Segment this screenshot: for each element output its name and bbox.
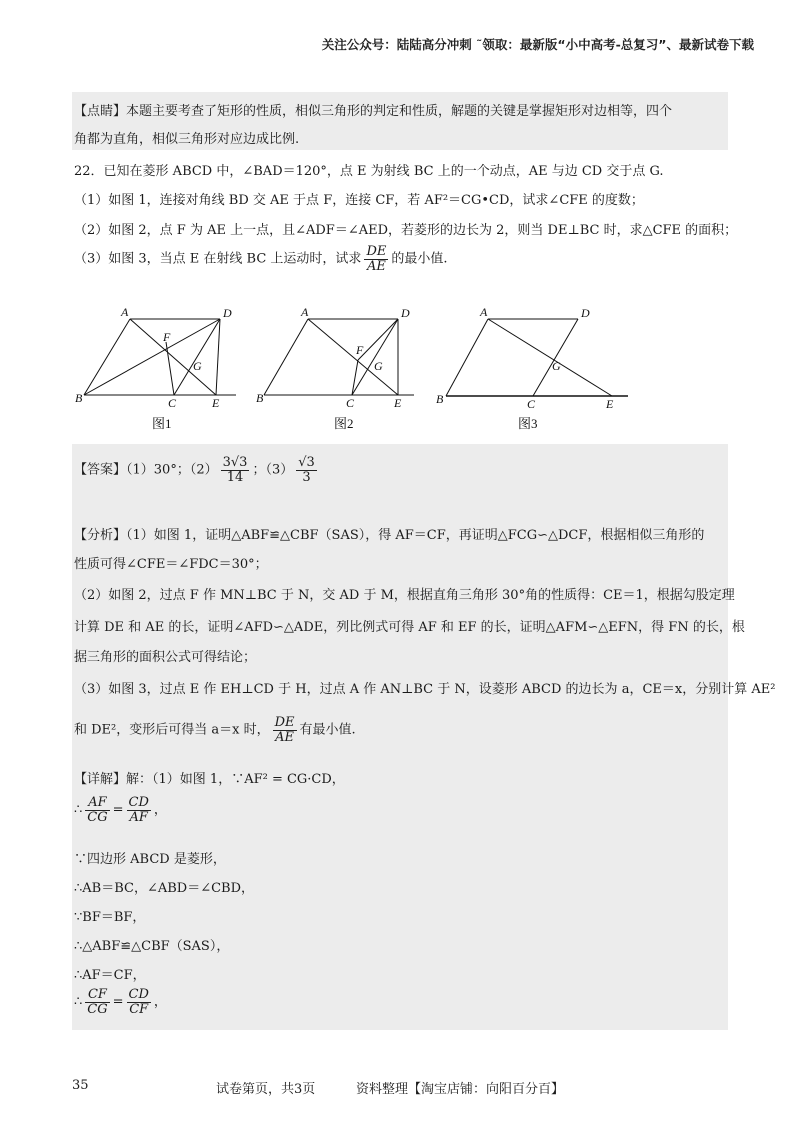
fraction-numerator: CF <box>85 988 109 1003</box>
fraction-numerator: DE <box>274 715 295 730</box>
fig3-label-a: A <box>480 305 488 319</box>
analysis-line-6: （3）如图 3，过点 E 作 EH⊥CD 于 H，过点 A 作 AN⊥BC 于 N，设菱形 ABCD 的边长为 a，CE＝x，分别计算 AE² <box>74 682 776 697</box>
detail-comma: ， <box>153 802 167 818</box>
analysis-line-4: 计算 DE 和 AE 的长，证明∠AFD∽△ADE，列比例式可得 AF 和 EF 的长，证明△AFM∽△EFN，得 FN 的长，根 <box>74 620 745 635</box>
fig2-label-b: B <box>256 391 264 405</box>
page-header: 关注公众号：陆陆高分冲刺 ˜领取：最新版“小中高考-总复习”、最新试卷下载 <box>321 37 754 52</box>
fraction-numerator: AF <box>85 796 109 811</box>
fig2-label-e: E <box>394 396 402 410</box>
fig2-label-f: F <box>356 343 364 357</box>
answer-label: 【答案】 <box>74 462 127 478</box>
detail-fraction-right-2 <box>127 988 151 1016</box>
answer-part-2: ；（3） <box>252 462 294 478</box>
detail-line-8: ∴ $\frac{CF}{CG}$ = $\frac{CD}{CF}$ ， <box>74 987 167 1017</box>
analysis-line-2: 性质可得∠CFE＝∠FDC＝30°； <box>74 557 268 572</box>
detail-therefore: ∴ <box>74 802 83 818</box>
page-info: 试卷第页，共3页 <box>216 1082 316 1097</box>
analysis-line-5: 据三角形的面积公式可得结论； <box>74 650 257 665</box>
fraction-denominator: 3 <box>302 469 311 485</box>
fraction-numerator: CD <box>128 795 149 810</box>
answer-line <box>74 456 320 484</box>
fraction-denominator: CG <box>87 809 108 825</box>
analysis-text-7-post: 有最小值. <box>299 722 356 738</box>
dianjing-text-1: 本题主要考查了矩形的性质，相似三角形的判定和性质，解题的关键是掌握矩形对边相等，四个 <box>126 104 673 119</box>
problem-q3-post: 的最小值. <box>391 251 448 267</box>
fig1-label-d: D <box>223 306 232 320</box>
detail-fraction-left <box>85 796 109 824</box>
fraction-denominator: AE <box>366 258 386 274</box>
fraction-denominator: 14 <box>226 469 244 485</box>
figure-2 <box>264 319 414 395</box>
analysis-text-1: （1）如图 1，证明△ABF≌△CBF（SAS），得 AF＝CF，再证明△FCG∽△DCF，根据相似三角形的 <box>126 528 705 543</box>
fraction-denominator: CG <box>87 1001 108 1017</box>
fraction-denominator: CF <box>129 1001 149 1017</box>
fig1-label-c: C <box>168 396 177 410</box>
fig1-label-e: E <box>212 396 220 410</box>
detail-text-1: 解：（1）如图 1，∵AF² = CG·CD， <box>126 772 345 787</box>
detail-line-2: ∴ $\frac{AF}{CG}$ = $\frac{CD}{AF}$ ， <box>74 795 167 825</box>
page-number: 35 <box>72 1078 89 1093</box>
figures-area <box>0 300 800 440</box>
detail-fraction-right <box>127 796 151 824</box>
fraction-numerator: CD <box>128 987 149 1002</box>
fraction-numerator: DE <box>366 244 387 259</box>
detail-line-5: ∵BF＝BF， <box>74 910 146 925</box>
analysis-fraction <box>273 716 297 744</box>
fraction-numerator: 3√3 <box>222 455 248 470</box>
detail-line-4: ∴AB＝BC，∠ABD＝∠CBD， <box>74 881 255 896</box>
detail-fraction-left-2 <box>85 988 109 1016</box>
fig2-label-g: G <box>374 359 383 373</box>
fig3-caption: 图3 <box>518 416 538 431</box>
analysis-label: 【分析】 <box>74 528 127 543</box>
fig2-label-d: D <box>401 306 410 320</box>
analysis-line-1 <box>74 524 704 543</box>
detail-line-6: ∴△ABF≌△CBF（SAS）， <box>74 939 230 954</box>
problem-q3 <box>74 245 448 273</box>
fraction-denominator: AE <box>275 729 295 745</box>
answer-fraction-2 <box>296 456 317 484</box>
analysis-line-3: （2）如图 2，过点 F 作 MN⊥BC 于 N，交 AD 于 M，根据直角三角形 30°角的性质得：CE＝1，根据勾股定理 <box>74 588 735 603</box>
fig2-label-a: A <box>301 305 309 319</box>
fraction-denominator: AF <box>129 809 148 825</box>
problem-q3-pre: （3）如图 3，当点 E 在射线 BC 上运动时，试求 <box>74 251 362 267</box>
detail-line-3: ∵四边形 ABCD 是菱形， <box>74 852 226 867</box>
dianjing-line-1 <box>74 100 672 119</box>
fig2-label-c: C <box>346 396 355 410</box>
fig3-label-e: E <box>606 397 614 411</box>
fig2-caption: 图2 <box>334 416 354 431</box>
fig1-label-b: B <box>75 391 83 405</box>
fig1-caption: 图1 <box>152 416 172 431</box>
figure-1 <box>84 319 236 395</box>
dianjing-line-2: 角都为直角，相似三角形对应边成比例. <box>74 132 300 147</box>
detail-line-1 <box>74 768 345 787</box>
analysis-line-7 <box>74 716 356 744</box>
detail-comma-2: ， <box>153 994 167 1010</box>
answer-fraction-1 <box>221 456 250 484</box>
detail-therefore-2: ∴ <box>74 994 83 1010</box>
fig3-label-g: G <box>552 359 561 373</box>
fig3-label-c: C <box>527 397 536 411</box>
problem-q3-fraction <box>364 245 388 273</box>
figure-3 <box>446 319 628 396</box>
fig3-label-d: D <box>581 306 590 320</box>
problem-stem: 22．已知在菱形 ABCD 中，∠BAD＝120°，点 E 为射线 BC 上的一个动点，AE 与边 CD 交于点 G. <box>74 164 664 179</box>
answer-part-1: （1）30°；（2） <box>126 462 218 478</box>
fraction-numerator: √3 <box>298 455 315 470</box>
analysis-text-7-pre: 和 DE²，变形后可得当 a＝x 时， <box>74 722 270 738</box>
problem-q1: （1）如图 1，连接对角线 BD 交 AE 于点 F，连接 CF，若 AF²＝CG•CD，试求∠CFE 的度数； <box>74 193 644 208</box>
fig3-label-b: B <box>436 392 444 406</box>
fig1-label-a: A <box>121 305 129 319</box>
fig1-label-f: F <box>163 330 171 344</box>
dianjing-label: 【点睛】 <box>74 104 127 119</box>
problem-q2: （2）如图 2，点 F 为 AE 上一点，且∠ADF＝∠AED，若菱形的边长为 2，则当 DE⊥BC 时，求△CFE 的面积； <box>74 223 738 238</box>
detail-line-7: ∴AF＝CF， <box>74 968 146 983</box>
source-info: 资料整理【淘宝店铺：向阳百分百】 <box>356 1082 565 1097</box>
fig1-label-g: G <box>193 359 202 373</box>
detail-label: 【详解】 <box>74 772 127 787</box>
